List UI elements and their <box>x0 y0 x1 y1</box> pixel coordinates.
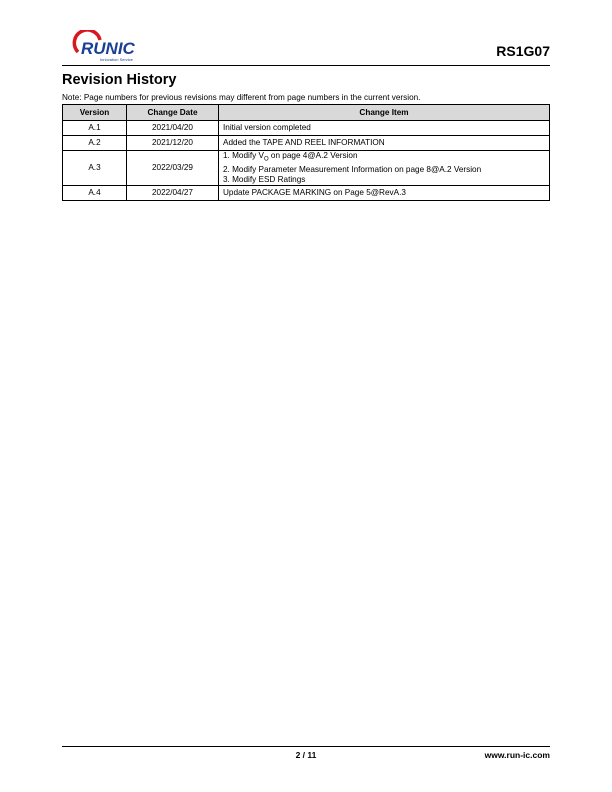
page-header <box>62 30 550 66</box>
table-row <box>63 136 550 151</box>
logo-tagline: Innovation Service <box>100 57 133 62</box>
cell-date: 2021/04/20 <box>127 121 219 136</box>
cell-change-item: Added the TAPE AND REEL INFORMATION <box>219 136 550 151</box>
table-header-row <box>63 105 550 121</box>
table-row <box>63 151 550 186</box>
section-title: Revision History <box>62 72 177 88</box>
part-number: RS1G07 <box>496 43 550 59</box>
change-line-prefix: 1. Modify V <box>223 151 264 160</box>
website-link[interactable]: www.run-ic.com <box>484 750 550 760</box>
change-line <box>223 151 545 165</box>
cell-version: A.1 <box>63 121 127 136</box>
revision-table <box>62 104 550 201</box>
cell-date: 2021/12/20 <box>127 136 219 151</box>
cell-change-item: Initial version completed <box>219 121 550 136</box>
logo-text: RUNIC <box>81 39 135 58</box>
cell-change-item <box>219 151 550 186</box>
footer-divider <box>62 746 550 747</box>
table-row <box>63 185 550 200</box>
header-change-item: Change Item <box>219 105 550 121</box>
runic-logo <box>70 30 140 64</box>
cell-version: A.4 <box>63 185 127 200</box>
cell-change-item: Update PACKAGE MARKING on Page 5@RevA.3 <box>219 185 550 200</box>
revision-note: Note: Page numbers for previous revisions may different from page numbers in the current version. <box>62 93 421 102</box>
cell-date: 2022/04/27 <box>127 185 219 200</box>
change-line: 3. Modify ESD Ratings <box>223 174 306 184</box>
cell-version: A.2 <box>63 136 127 151</box>
change-line: 2. Modify Parameter Measurement Information on page 8@A.2 Version <box>223 164 482 174</box>
change-line-subscript: O <box>263 156 269 163</box>
change-line-suffix: on page 4@A.2 Version <box>268 151 358 160</box>
table-row <box>63 121 550 136</box>
header-divider <box>62 65 550 66</box>
header-change-date: Change Date <box>127 105 219 121</box>
header-version: Version <box>63 105 127 121</box>
page-number: 2 / 11 <box>295 750 317 760</box>
cell-version: A.3 <box>63 151 127 186</box>
cell-date: 2022/03/29 <box>127 151 219 186</box>
